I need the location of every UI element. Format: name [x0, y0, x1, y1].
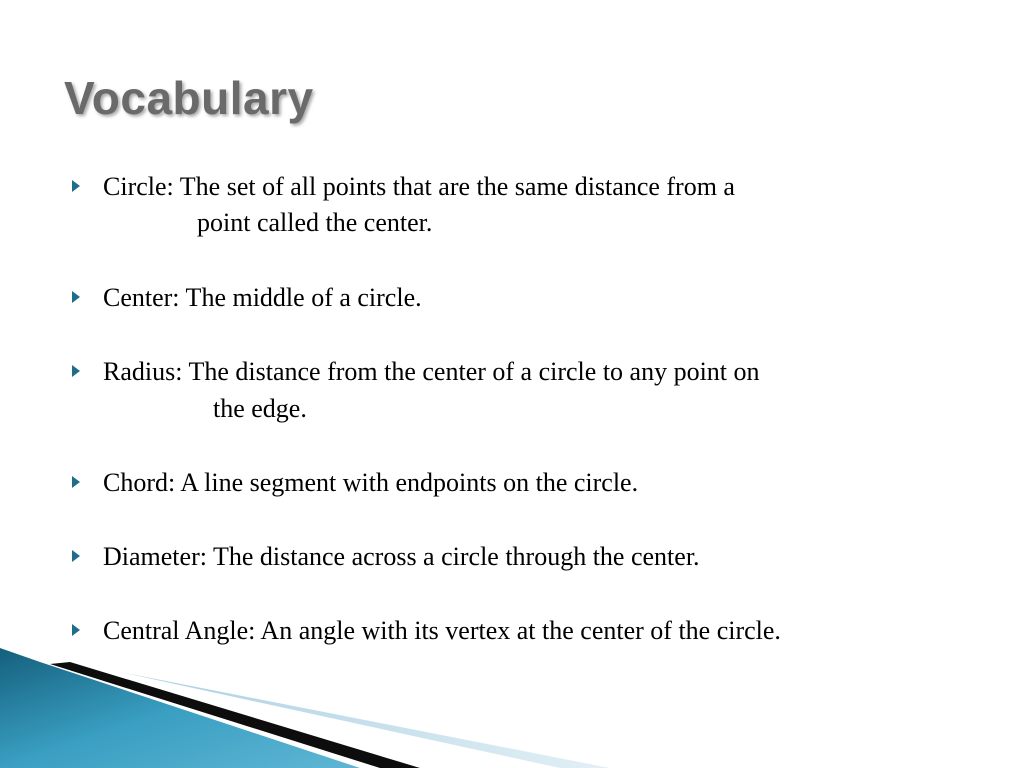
item-text: Central Angle: An angle with its vertex at the center of the circle.: [103, 616, 781, 645]
item-text: Chord: A line segment with endpoints on the circle.: [103, 468, 639, 497]
teal-swoosh-shape: [0, 648, 360, 768]
item-text-continuation: point called the center.: [197, 208, 433, 237]
item-text: Diameter: The distance across a circle through the center.: [103, 542, 700, 571]
triangle-right-icon: [72, 476, 80, 488]
item-text: Circle: The set of all points that are the same distance from a: [103, 172, 735, 201]
item-text: Center: The middle of a circle.: [103, 283, 422, 312]
slide-title: Vocabulary: [64, 72, 314, 124]
item-text: Radius: The distance from the center of a circle to any point on: [103, 357, 760, 386]
triangle-right-icon: [72, 291, 80, 303]
triangle-right-icon: [72, 180, 80, 192]
corner-swoosh-decoration: [0, 620, 1024, 768]
triangle-right-icon: [72, 365, 80, 377]
triangle-right-icon: [72, 550, 80, 562]
item-text-continuation: the edge.: [213, 394, 307, 423]
